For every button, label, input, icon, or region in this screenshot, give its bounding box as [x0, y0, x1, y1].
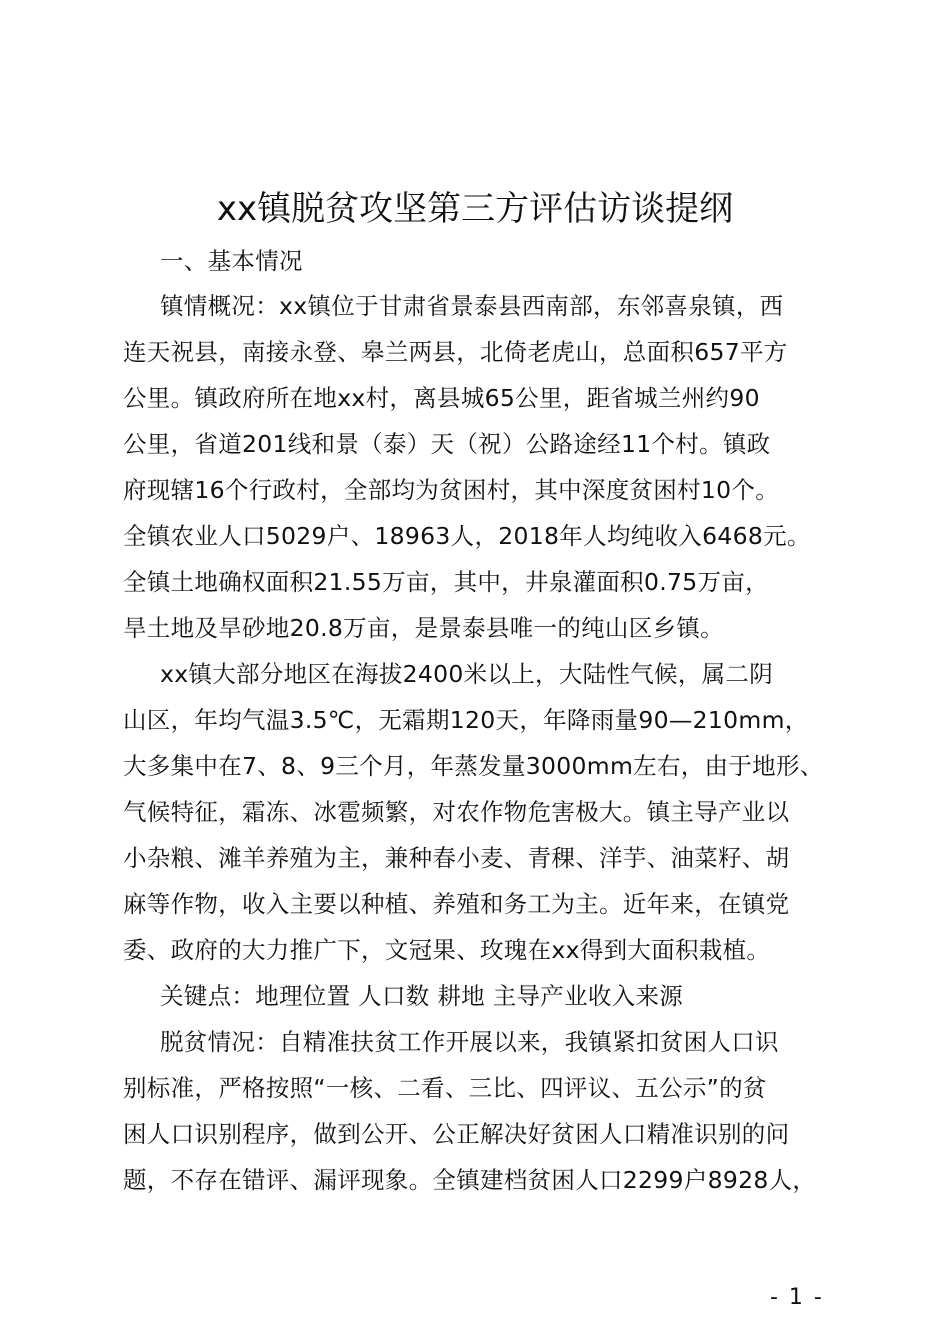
- paragraph-line: 公里。镇政府所在地xx村，离县城65公里，距省城兰州约90: [123, 384, 760, 412]
- paragraph-line: 小杂粮、滩羊养殖为主，兼种春小麦、青稞、洋芋、油菜籽、胡: [123, 844, 790, 872]
- paragraph-line: 气候特征，霜冻、冰雹频繁，对农作物危害极大。镇主导产业以: [123, 798, 790, 826]
- paragraph-line: 公里，省道201线和景（泰）天（祝）公路途经11个村。镇政: [123, 430, 771, 458]
- paragraph-line: 山区，年均气温3.5℃，无霜期120天，年降雨量90—210mm，: [123, 706, 809, 734]
- paragraph-line: 委、政府的大力推广下，文冠果、玫瑰在xx得到大面积栽植。: [123, 936, 771, 964]
- paragraph-line: 困人口识别程序，做到公开、公正解决好贫困人口精准识别的问: [123, 1120, 790, 1148]
- paragraph-line: 大多集中在7、8、9三个月，年蒸发量3000mm左右，由于地形、: [123, 752, 824, 780]
- paragraph-line: xx镇大部分地区在海拔2400米以上，大陆性气候，属二阴: [160, 660, 774, 688]
- paragraph-line: 旱土地及旱砂地20.8万亩，是景泰县唯一的纯山区乡镇。: [123, 614, 724, 642]
- paragraph-line: 别标准，严格按照“一核、二看、三比、四评议、五公示”的贫: [123, 1074, 767, 1102]
- section-heading: 一、基本情况: [160, 247, 303, 275]
- paragraph-line: 麻等作物，收入主要以种植、养殖和务工为主。近年来，在镇党: [123, 890, 790, 918]
- paragraph-line: 题，不存在错评、漏评现象。全镇建档贫困人口2299户8928人，: [123, 1166, 817, 1194]
- paragraph-line: 全镇农业人口5029户、18963人，2018年人均纯收入6468元。: [123, 522, 811, 550]
- document-title: xx镇脱贫攻坚第三方评估访谈提纲: [216, 189, 734, 229]
- page-number: - 1 -: [770, 1285, 824, 1310]
- paragraph-line: 脱贫情况：自精准扶贫工作开展以来，我镇紧扣贫困人口识: [160, 1028, 779, 1056]
- paragraph-line: 全镇土地确权面积21.55万亩，其中，井泉灌面积0.75万亩，: [123, 568, 769, 596]
- paragraph-line: 镇情概况：xx镇位于甘肃省景泰县西南部，东邻喜泉镇，西: [160, 292, 784, 320]
- paragraph-line: 连天祝县，南接永登、皋兰两县，北倚老虎山，总面积657平方: [123, 338, 788, 366]
- key-points-line: 关键点：地理位置 人口数 耕地 主导产业收入来源: [160, 982, 684, 1010]
- paragraph-line: 府现辖16个行政村，全部均为贫困村，其中深度贫困村10个。: [123, 476, 780, 504]
